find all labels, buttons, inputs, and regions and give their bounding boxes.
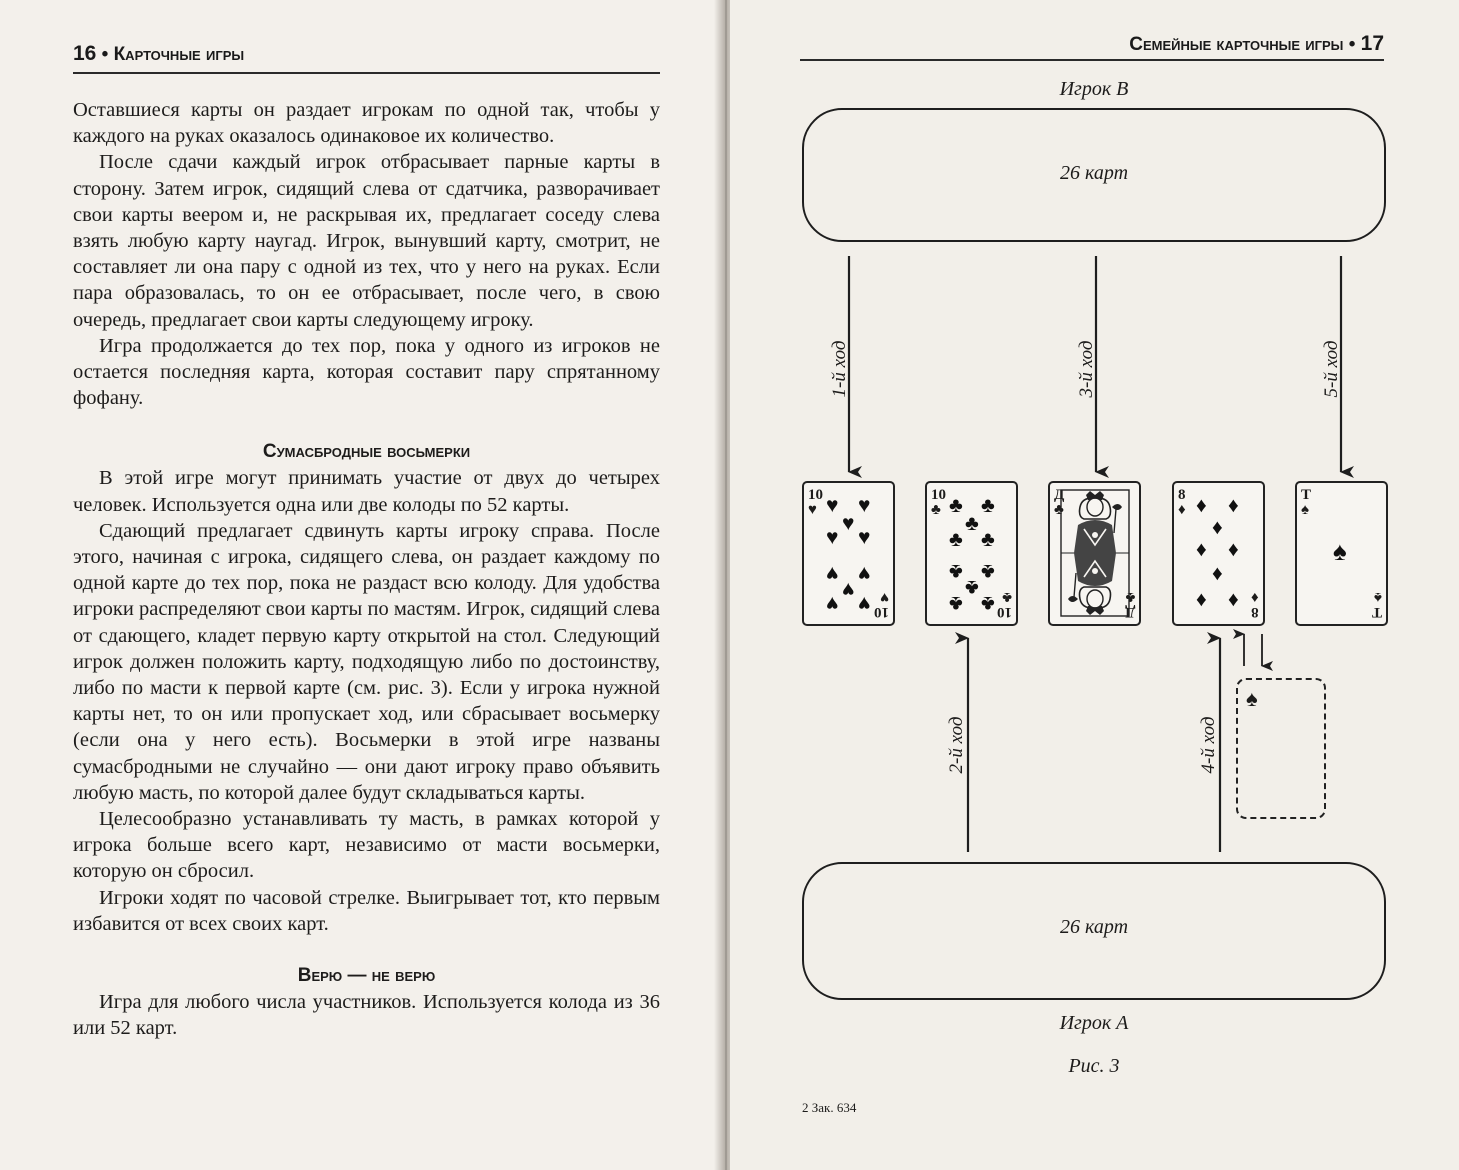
card-corner	[997, 589, 1012, 619]
move-label-5: 5-й ход	[1321, 340, 1342, 398]
clubs-icon: ♣	[931, 502, 941, 518]
page-number: 17	[1360, 32, 1384, 55]
clubs-icon: ♣	[949, 592, 963, 616]
hearts-icon: ♥	[826, 525, 839, 549]
card-rank: 8	[1178, 487, 1186, 503]
card-10-hearts	[802, 481, 895, 626]
hearts-icon: ♥	[826, 562, 839, 586]
card-corner	[931, 488, 946, 518]
hearts-icon: ♥	[826, 592, 839, 616]
card-corner	[1251, 589, 1259, 619]
card-rank: 8	[1251, 604, 1259, 620]
paragraph: Игроки ходят по часовой стрелке. Выигрывает тот, кто первым избавится от всех своих карт.	[73, 886, 660, 935]
bullet-separator: •	[101, 44, 114, 65]
paragraph: В этой игре могут принимать участие от двух до четырех человек. Используется одна или две колоды по 52 карты.	[73, 467, 660, 516]
queen-portrait-icon	[1060, 489, 1130, 617]
card-rank: 10	[931, 487, 946, 503]
text-column	[73, 97, 660, 1042]
hearts-icon: ♥	[880, 589, 889, 605]
diamonds-icon: ♦	[1228, 537, 1239, 561]
running-head-title: Карточные игры	[113, 44, 245, 65]
clubs-icon: ♣	[949, 527, 963, 551]
card-rank: 10	[808, 487, 823, 503]
diamonds-icon: ♦	[1212, 515, 1223, 539]
card-rank: Д	[1054, 487, 1065, 503]
hearts-icon: ♥	[858, 592, 871, 616]
hearts-icon: ♥	[842, 578, 855, 602]
diamonds-icon: ♦	[1178, 502, 1186, 518]
clubs-icon: ♣	[965, 511, 979, 535]
clubs-icon: ♣	[981, 527, 995, 551]
clubs-icon: ♣	[1002, 589, 1012, 605]
hearts-icon: ♥	[858, 525, 871, 549]
card-corner	[808, 488, 823, 518]
diamonds-icon: ♦	[1228, 587, 1239, 611]
paragraph: Игра продолжается до тех пор, пока у одного из игроков не остается последняя карта, которая составит пару спрятанному фофану.	[73, 334, 660, 410]
move-label-3: 3-й ход	[1076, 340, 1097, 398]
clubs-icon: ♣	[965, 576, 979, 600]
paragraph: Целесообразно устанавливать ту масть, в рамках которой у игрока больше всего карт, независимо от масти восьмерки, которую он сбросил.	[73, 808, 660, 883]
running-head-left	[73, 42, 660, 74]
clubs-icon: ♣	[1054, 502, 1064, 518]
move-label-1: 1-й ход	[829, 340, 850, 398]
clubs-icon: ♣	[1125, 589, 1135, 605]
diamonds-icon: ♦	[1251, 589, 1259, 605]
clubs-icon: ♣	[981, 592, 995, 616]
section-heading: Верю — не верю	[297, 965, 436, 987]
clubs-icon: ♣	[981, 493, 995, 517]
paragraph: Сдающий предлагает сдвинуть карты игроку справа. После этого, начиная с игрока, сидящего слева, он раздает каждому по одной карте до тех пор, пока не раздаст всю колоду. Для удобства игроки распределяют свои карты по мастям. Игрок, сидящий слева от сдающего, кладет первую карту открытой на стол. Следующий игрок должен положить карту, подходящую либо по достоинству, либо по масти к первой карте (см. рис. 3). Если у игрока нужной карты нет, то он или пропускает ход, или сбрасывает восьмерку (если она у него есть). Восьмерки в этой игре названы сумасбродными не случайно — они дают игроку право объявить любую масть, по которой далее будут складываться карты.	[73, 519, 660, 804]
paragraph: Оставшиеся карты он раздает игрокам по одной так, чтобы у каждого на руках оказалось одинаковое их количество.	[73, 99, 660, 148]
paragraph: После сдачи каждый игрок отбрасывает парные карты в сторону. Затем игрок, сидящий слева от сдатчика, разворачивает свои карты веером и, не раскрывая их, предлагает соседу слева взять любую карту наугад. Игрок, вынувший карту, смотрит, не составляет ли она пару с одной из тех, что у него на руках. Если пара образовалась, то он ее отбрасывает, после чего, в свою очередь, предлагает свои карты следующему игроку.	[73, 151, 660, 331]
card-rank: Д	[1124, 604, 1135, 620]
player-b-label: Игрок В	[1059, 78, 1129, 100]
card-corner	[1178, 488, 1186, 518]
running-head-title: Семейные карточные игры	[1129, 34, 1344, 55]
card-rank: 10	[874, 604, 889, 620]
hand-count-label: 26 карт	[1059, 916, 1129, 938]
card-corner	[1372, 589, 1382, 619]
spades-icon: ♠	[1301, 502, 1309, 518]
left-page	[0, 0, 722, 1170]
page-number: 16	[73, 42, 97, 65]
diamonds-icon: ♦	[1196, 493, 1207, 517]
diamonds-icon: ♦	[1196, 587, 1207, 611]
paragraph: Игра для любого числа участников. Используется колода из 36 или 52 карт.	[73, 991, 660, 1040]
move-label-4: 4-й ход	[1198, 716, 1219, 774]
clubs-icon: ♣	[981, 560, 995, 584]
card-10-clubs	[925, 481, 1018, 626]
hearts-icon: ♥	[826, 493, 839, 517]
move-label-2: 2-й ход	[946, 716, 967, 774]
hearts-icon: ♥	[858, 562, 871, 586]
player-a-label: Игрок А	[1059, 1012, 1129, 1034]
player-a-hand-box	[802, 862, 1386, 1000]
card-placeholder-dashed	[1236, 678, 1326, 819]
hearts-icon: ♥	[808, 502, 817, 518]
figure-caption: Рис. 3	[1068, 1055, 1120, 1077]
hand-count-label: 26 карт	[1059, 162, 1129, 184]
clubs-icon: ♣	[949, 493, 963, 517]
diamonds-icon: ♦	[1228, 493, 1239, 517]
right-page	[730, 0, 1459, 1170]
hearts-icon: ♥	[842, 511, 855, 535]
section-heading: Сумасбродные восьмерки	[262, 441, 471, 463]
card-corner	[1301, 488, 1311, 518]
print-order-code: 2 Зак. 634	[802, 1100, 857, 1115]
card-rank: Т	[1371, 604, 1382, 620]
diamonds-icon: ♦	[1212, 561, 1223, 585]
card-corner	[874, 589, 889, 619]
card-8-diamonds	[1172, 481, 1265, 626]
card-rank: Т	[1301, 487, 1312, 503]
bullet-separator: •	[1348, 34, 1361, 55]
spades-icon: ♠	[1246, 686, 1258, 711]
spades-icon: ♠	[1374, 589, 1382, 605]
diamonds-icon: ♦	[1196, 537, 1207, 561]
hearts-icon: ♥	[858, 493, 871, 517]
card-queen-clubs	[1048, 481, 1141, 626]
spades-icon: ♠	[1333, 537, 1347, 566]
card-ace-spades	[1295, 481, 1388, 626]
card-rank: 10	[997, 604, 1012, 620]
clubs-icon: ♣	[949, 560, 963, 584]
